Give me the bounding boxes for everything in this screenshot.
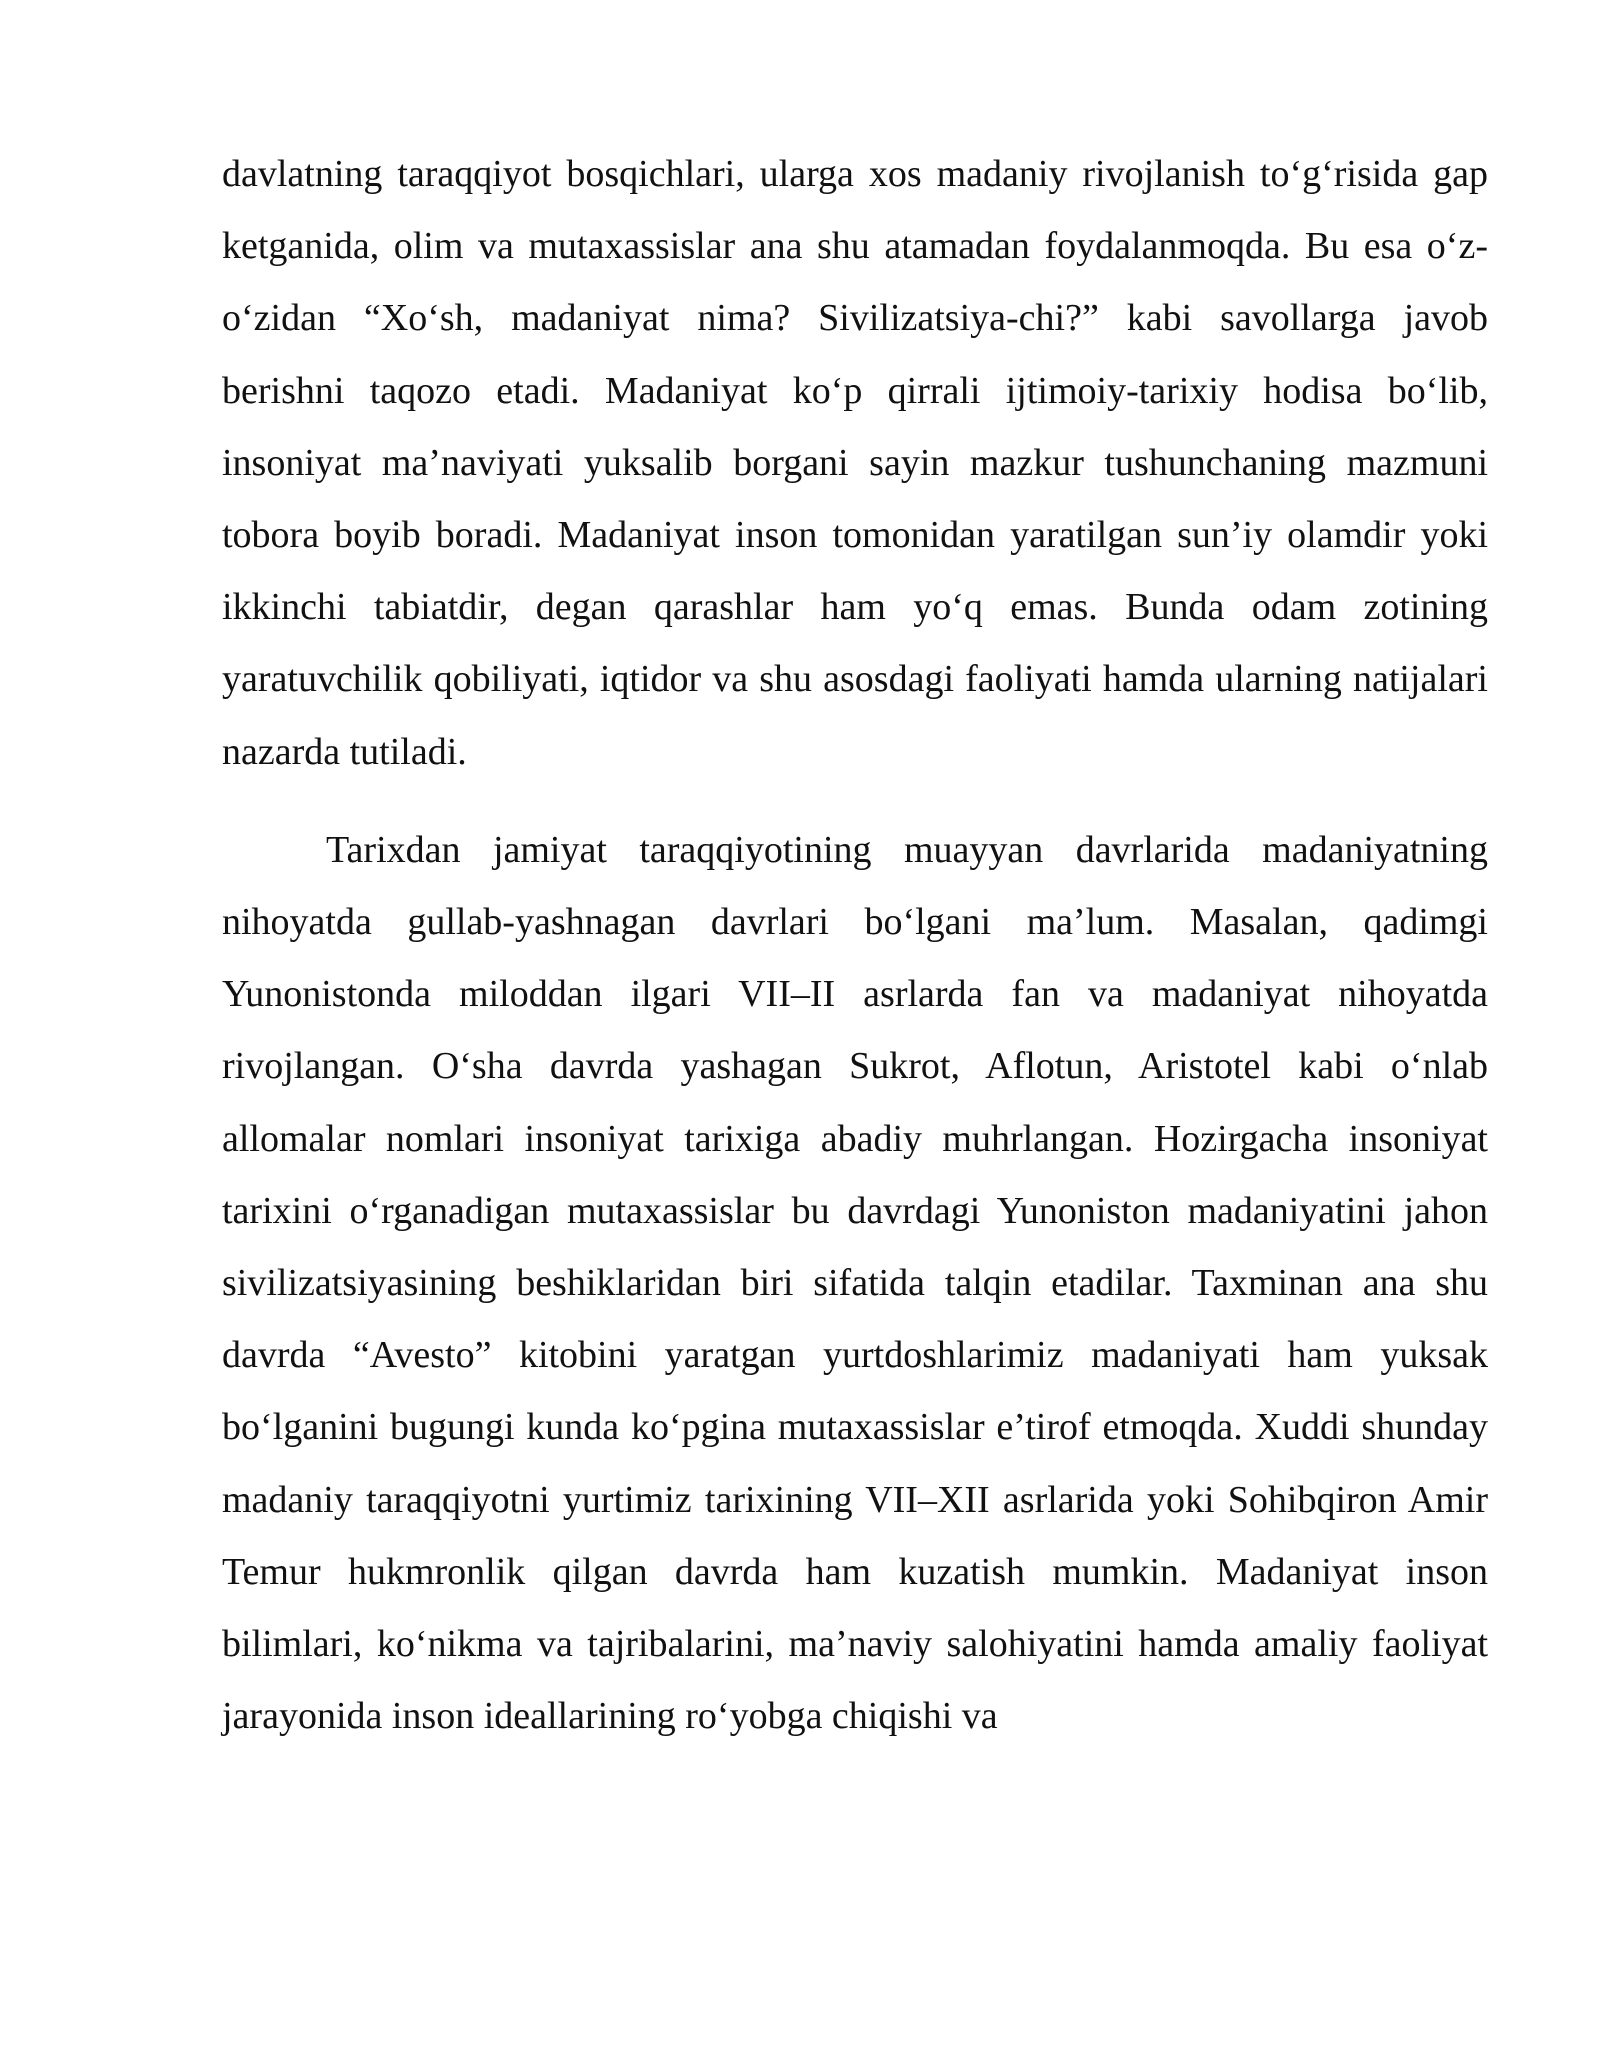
document-body xyxy=(222,138,1488,1752)
paragraph-1: davlatning taraqqiyot bosqichlari, ularga xos madaniy rivojlanish to‘g‘risida gap ketganida, olim va mutaxassislar ana shu atamadan foydalanmoqda. Bu esa o‘z-o‘zidan “Xo‘sh, madaniyat nima? Sivilizatsiya-chi?” kabi savollarga javob berishni taqozo etadi. Madaniyat ko‘p qirrali ijtimoiy-tarixiy hodisa bo‘lib, insoniyat ma’naviyati yuksalib borgani sayin mazkur tushunchaning mazmuni tobora boyib boradi. Madaniyat inson tomonidan yaratilgan sun’iy olamdir yoki ikkinchi tabiatdir, degan qarashlar ham yo‘q emas. Bunda odam zotining yaratuvchilik qobiliyati, iqtidor va shu asosdagi faoliyati hamda ularning natijalari nazarda tutiladi. xyxy=(222,153,1488,773)
paragraph-2: Tarixdan jamiyat taraqqiyotining muayyan davrlarida madaniyatning nihoyatda gullab-yashnagan davrlari bo‘lgani ma’lum. Masalan, qadimgi Yunonistonda miloddan ilgari VII–II asrlarda fan va madaniyat nihoyatda rivojlangan. O‘sha davrda yashagan Sukrot, Aflotun, Aristotel kabi o‘nlab allomalar nomlari insoniyat tarixiga abadiy muhrlangan. Hozirgacha insoniyat tarixini o‘rganadigan mutaxassislar bu davrdagi Yunoniston madaniyatini jahon sivilizatsiyasining beshiklaridan biri sifatida talqin etadilar. Taxminan ana shu davrda “Avesto” kitobini yaratgan yurtdoshlarimiz madaniyati ham yuksak bo‘lganini bugungi kunda ko‘pgina mutaxassislar e’tirof etmoqda. Xuddi shunday madaniy taraqqiyotni yurtimiz tarixining VII–XII asrlarida yoki Sohibqiron Amir Temur hukmronlik qilgan davrda ham kuzatish mumkin. Madaniyat inson bilimlari, ko‘nikma va tajribalarini, ma’naviy salohiyatini hamda amaliy faoliyat jarayonida inson ideallarining ro‘yobga chiqishi va xyxy=(222,828,1488,1738)
